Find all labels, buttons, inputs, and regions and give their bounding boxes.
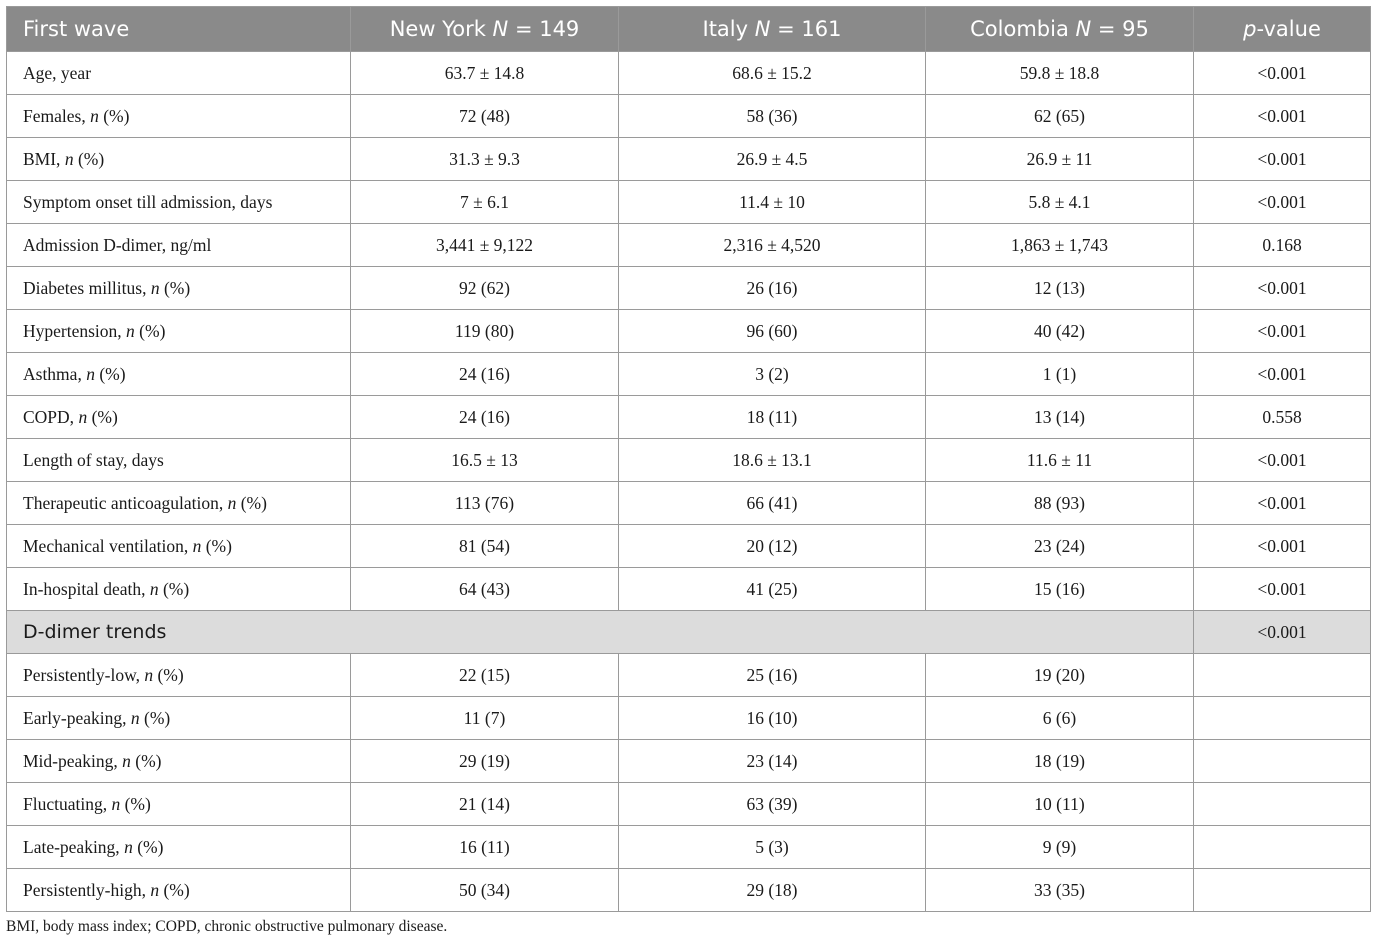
table-row <box>7 267 1371 310</box>
row-label: Persistently-low, n (%) <box>7 654 351 697</box>
table-row <box>7 568 1371 611</box>
row-label: Age, year <box>7 52 351 95</box>
cell-p-value: <0.001 <box>1194 310 1371 353</box>
table-row <box>7 826 1371 869</box>
cell-new-york: 29 (19) <box>351 740 619 783</box>
cell-p-value: 0.168 <box>1194 224 1371 267</box>
cell-new-york: 21 (14) <box>351 783 619 826</box>
cell-new-york: 22 (15) <box>351 654 619 697</box>
cell-p-value: 0.558 <box>1194 396 1371 439</box>
cell-italy: 58 (36) <box>619 95 926 138</box>
cell-new-york: 119 (80) <box>351 310 619 353</box>
row-label: Late-peaking, n (%) <box>7 826 351 869</box>
cell-p-value: <0.001 <box>1194 181 1371 224</box>
cell-p-value <box>1194 783 1371 826</box>
cell-new-york: 7 ± 6.1 <box>351 181 619 224</box>
row-label: Diabetes millitus, n (%) <box>7 267 351 310</box>
cell-italy: 68.6 ± 15.2 <box>619 52 926 95</box>
cell-colombia: 13 (14) <box>926 396 1194 439</box>
cell-italy: 66 (41) <box>619 482 926 525</box>
row-label: Mid-peaking, n (%) <box>7 740 351 783</box>
cell-colombia: 10 (11) <box>926 783 1194 826</box>
cell-italy: 26.9 ± 4.5 <box>619 138 926 181</box>
cell-p-value <box>1194 826 1371 869</box>
cell-colombia: 23 (24) <box>926 525 1194 568</box>
table-row <box>7 353 1371 396</box>
row-label: Symptom onset till admission, days <box>7 181 351 224</box>
cell-italy: 26 (16) <box>619 267 926 310</box>
cell-colombia: 1 (1) <box>926 353 1194 396</box>
cell-italy: 16 (10) <box>619 697 926 740</box>
cell-p-value <box>1194 697 1371 740</box>
row-label: Females, n (%) <box>7 95 351 138</box>
row-label: Early-peaking, n (%) <box>7 697 351 740</box>
table-row <box>7 439 1371 482</box>
cell-colombia: 12 (13) <box>926 267 1194 310</box>
header-colombia: Colombia N = 95 <box>926 7 1194 52</box>
table-row <box>7 482 1371 525</box>
cell-colombia: 40 (42) <box>926 310 1194 353</box>
table-header-row <box>7 7 1371 52</box>
cell-new-york: 11 (7) <box>351 697 619 740</box>
table-row <box>7 310 1371 353</box>
table-footnote: BMI, body mass index; COPD, chronic obstructive pulmonary disease. <box>6 918 448 935</box>
table-row <box>7 697 1371 740</box>
row-label: Hypertension, n (%) <box>7 310 351 353</box>
row-label: Therapeutic anticoagulation, n (%) <box>7 482 351 525</box>
cell-colombia: 19 (20) <box>926 654 1194 697</box>
cell-new-york: 31.3 ± 9.3 <box>351 138 619 181</box>
section-row-d-dimer-trends <box>7 611 1371 654</box>
cell-colombia: 9 (9) <box>926 826 1194 869</box>
cell-colombia: 11.6 ± 11 <box>926 439 1194 482</box>
cell-italy: 11.4 ± 10 <box>619 181 926 224</box>
row-label: In-hospital death, n (%) <box>7 568 351 611</box>
table-row <box>7 740 1371 783</box>
cell-p-value <box>1194 869 1371 912</box>
row-label: Mechanical ventilation, n (%) <box>7 525 351 568</box>
cell-colombia: 26.9 ± 11 <box>926 138 1194 181</box>
table-row <box>7 224 1371 267</box>
row-label: Asthma, n (%) <box>7 353 351 396</box>
cell-new-york: 24 (16) <box>351 396 619 439</box>
cell-colombia: 88 (93) <box>926 482 1194 525</box>
cell-colombia: 59.8 ± 18.8 <box>926 52 1194 95</box>
row-label: Persistently-high, n (%) <box>7 869 351 912</box>
row-label: Fluctuating, n (%) <box>7 783 351 826</box>
cell-colombia: 18 (19) <box>926 740 1194 783</box>
cell-new-york: 72 (48) <box>351 95 619 138</box>
row-label: COPD, n (%) <box>7 396 351 439</box>
table-row <box>7 654 1371 697</box>
cell-new-york: 24 (16) <box>351 353 619 396</box>
cell-p-value: <0.001 <box>1194 52 1371 95</box>
header-new-york: New York N = 149 <box>351 7 619 52</box>
table-row <box>7 138 1371 181</box>
cell-p-value: <0.001 <box>1194 95 1371 138</box>
row-label: Length of stay, days <box>7 439 351 482</box>
cell-colombia: 62 (65) <box>926 95 1194 138</box>
cell-p-value: <0.001 <box>1194 267 1371 310</box>
header-first-wave: First wave <box>7 7 351 52</box>
cell-italy: 20 (12) <box>619 525 926 568</box>
table-row <box>7 181 1371 224</box>
table-row <box>7 525 1371 568</box>
cell-new-york: 113 (76) <box>351 482 619 525</box>
cell-colombia: 1,863 ± 1,743 <box>926 224 1194 267</box>
cell-p-value <box>1194 654 1371 697</box>
header-italy: Italy N = 161 <box>619 7 926 52</box>
cell-italy: 2,316 ± 4,520 <box>619 224 926 267</box>
cell-colombia: 15 (16) <box>926 568 1194 611</box>
cell-p-value: <0.001 <box>1194 138 1371 181</box>
cell-italy: 96 (60) <box>619 310 926 353</box>
cell-new-york: 50 (34) <box>351 869 619 912</box>
cell-new-york: 64 (43) <box>351 568 619 611</box>
cell-italy: 18.6 ± 13.1 <box>619 439 926 482</box>
cell-italy: 29 (18) <box>619 869 926 912</box>
cell-new-york: 16.5 ± 13 <box>351 439 619 482</box>
cell-new-york: 81 (54) <box>351 525 619 568</box>
cell-colombia: 6 (6) <box>926 697 1194 740</box>
table-row <box>7 52 1371 95</box>
cell-italy: 63 (39) <box>619 783 926 826</box>
cell-p-value <box>1194 740 1371 783</box>
cell-new-york: 3,441 ± 9,122 <box>351 224 619 267</box>
cell-italy: 5 (3) <box>619 826 926 869</box>
row-label: BMI, n (%) <box>7 138 351 181</box>
cell-new-york: 63.7 ± 14.8 <box>351 52 619 95</box>
header-p-value: p-value <box>1194 7 1371 52</box>
cell-italy: 23 (14) <box>619 740 926 783</box>
row-label: Admission D-dimer, ng/ml <box>7 224 351 267</box>
section-label: D-dimer trends <box>7 611 1194 654</box>
cell-italy: 3 (2) <box>619 353 926 396</box>
table-row <box>7 869 1371 912</box>
cell-italy: 41 (25) <box>619 568 926 611</box>
cell-p-value: <0.001 <box>1194 525 1371 568</box>
section-p-value: <0.001 <box>1194 611 1371 654</box>
cell-italy: 18 (11) <box>619 396 926 439</box>
table-row <box>7 783 1371 826</box>
data-table <box>6 6 1371 912</box>
table-row <box>7 396 1371 439</box>
cell-p-value: <0.001 <box>1194 568 1371 611</box>
cell-p-value: <0.001 <box>1194 353 1371 396</box>
cell-new-york: 16 (11) <box>351 826 619 869</box>
cell-colombia: 33 (35) <box>926 869 1194 912</box>
cell-new-york: 92 (62) <box>351 267 619 310</box>
table-row <box>7 95 1371 138</box>
cell-italy: 25 (16) <box>619 654 926 697</box>
cell-p-value: <0.001 <box>1194 439 1371 482</box>
cell-p-value: <0.001 <box>1194 482 1371 525</box>
table-container <box>6 6 1370 912</box>
cell-colombia: 5.8 ± 4.1 <box>926 181 1194 224</box>
